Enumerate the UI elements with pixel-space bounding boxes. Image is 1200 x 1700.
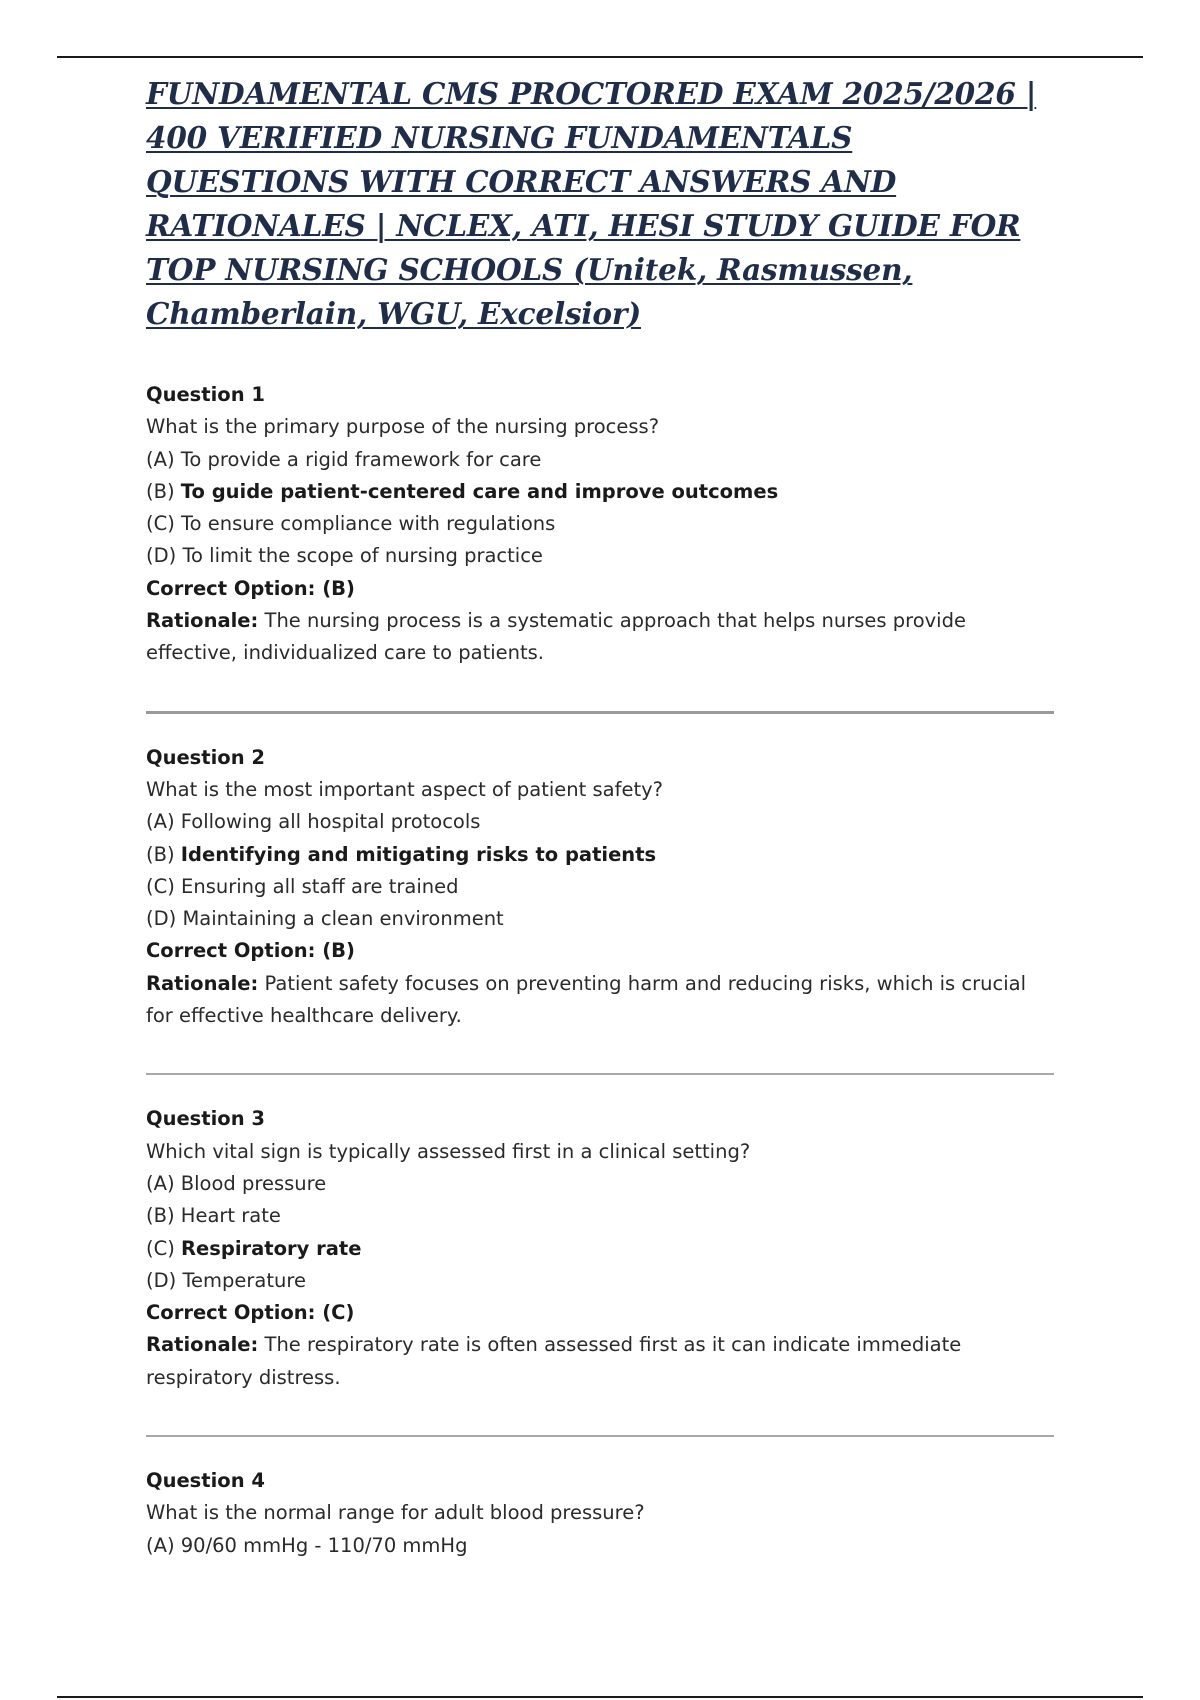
option-letter: (D) — [146, 544, 177, 568]
question-heading: Question 3 — [146, 1107, 265, 1131]
option-text: Identifying and mitigating risks to patients — [180, 842, 657, 866]
option-b — [146, 476, 1058, 508]
option-d — [146, 1265, 1058, 1297]
option-c — [146, 508, 1058, 540]
question-text: What is the most important aspect of patient safety? — [146, 777, 664, 801]
option-text: Maintaining a clean environment — [182, 907, 504, 931]
rationale-text: The nursing process is a systematic approach that helps nurses provide effective, individualized care to patients. — [146, 609, 966, 665]
option-a — [146, 1530, 1058, 1562]
rationale-text: The respiratory rate is often assessed first as it can indicate immediate respiratory distress. — [146, 1333, 962, 1389]
question-divider — [146, 1435, 1054, 1437]
top-rule — [57, 56, 1143, 58]
option-letter: (D) — [146, 1268, 177, 1292]
option-text: To limit the scope of nursing practice — [182, 544, 543, 568]
option-text: Heart rate — [180, 1204, 281, 1228]
option-text: To provide a rigid framework for care — [180, 447, 542, 471]
rationale — [146, 968, 1026, 1033]
option-b — [146, 1200, 1058, 1232]
bottom-rule — [57, 1696, 1143, 1698]
option-text: Blood pressure — [180, 1171, 327, 1195]
option-a — [146, 1168, 1058, 1200]
option-text: To guide patient-centered care and improve outcomes — [180, 479, 779, 503]
option-d — [146, 903, 1058, 935]
option-text: Temperature — [182, 1268, 306, 1292]
question-heading: Question 4 — [146, 1469, 265, 1493]
option-letter: (C) — [146, 874, 175, 898]
document-title: FUNDAMENTAL CMS PROCTORED EXAM 2025/2026 | 400 VERIFIED NURSING FUNDAMENTALS QUESTIONS WITH CORRECT ANSWERS AND RATIONALES | NCLEX, ATI, HESI STUDY GUIDE FOR TOP NURSING SCHOOLS (Unitek, Rasmussen, Chamberlain, WGU, Excelsior) — [146, 76, 1037, 331]
question-1 — [146, 379, 1058, 670]
question-divider — [146, 1073, 1054, 1075]
rationale-label: Rationale: — [146, 609, 259, 633]
rationale-label: Rationale: — [146, 1333, 259, 1357]
option-letter: (B) — [146, 479, 175, 503]
question-heading: Question 1 — [146, 383, 265, 406]
option-letter: (A) — [146, 810, 175, 834]
option-letter: (B) — [146, 1204, 175, 1228]
question-text: What is the primary purpose of the nursing process? — [146, 415, 660, 439]
rationale — [146, 605, 1026, 670]
correct-option: Correct Option: (C) — [146, 1301, 355, 1325]
option-a — [146, 444, 1058, 476]
option-letter: (C) — [146, 1236, 175, 1260]
question-heading: Question 2 — [146, 745, 265, 769]
option-letter: (A) — [146, 1171, 175, 1195]
question-3 — [146, 1103, 1058, 1394]
option-b — [146, 839, 1058, 871]
option-letter: (B) — [146, 842, 175, 866]
question-text: What is the normal range for adult blood pressure? — [146, 1501, 645, 1525]
option-a — [146, 806, 1058, 838]
option-letter: (A) — [146, 1533, 175, 1557]
rationale — [146, 1329, 1026, 1394]
option-text: Respiratory rate — [181, 1236, 362, 1260]
rationale-text: Patient safety focuses on preventing harm and reducing risks, which is crucial for effective healthcare delivery. — [146, 971, 1027, 1028]
option-text: Ensuring all staff are trained — [181, 874, 459, 898]
question-divider — [146, 711, 1054, 714]
option-c — [146, 871, 1058, 903]
option-text: To ensure compliance with regulations — [181, 512, 556, 536]
correct-option: Correct Option: (B) — [146, 576, 355, 600]
option-d — [146, 540, 1058, 572]
question-text: Which vital sign is typically assessed first in a clinical setting? — [146, 1139, 751, 1163]
question-2 — [146, 742, 1058, 1033]
question-4 — [146, 1465, 1058, 1562]
option-c — [146, 1233, 1058, 1265]
rationale-label: Rationale: — [146, 971, 259, 995]
option-text: 90/60 mmHg - 110/70 mmHg — [180, 1533, 468, 1557]
question-list — [146, 379, 1058, 1562]
option-text: Following all hospital protocols — [180, 810, 481, 834]
option-letter: (A) — [146, 447, 175, 471]
option-letter: (D) — [146, 907, 177, 931]
document-page — [146, 72, 1058, 1562]
correct-option: Correct Option: (B) — [146, 939, 355, 963]
option-letter: (C) — [146, 512, 175, 536]
